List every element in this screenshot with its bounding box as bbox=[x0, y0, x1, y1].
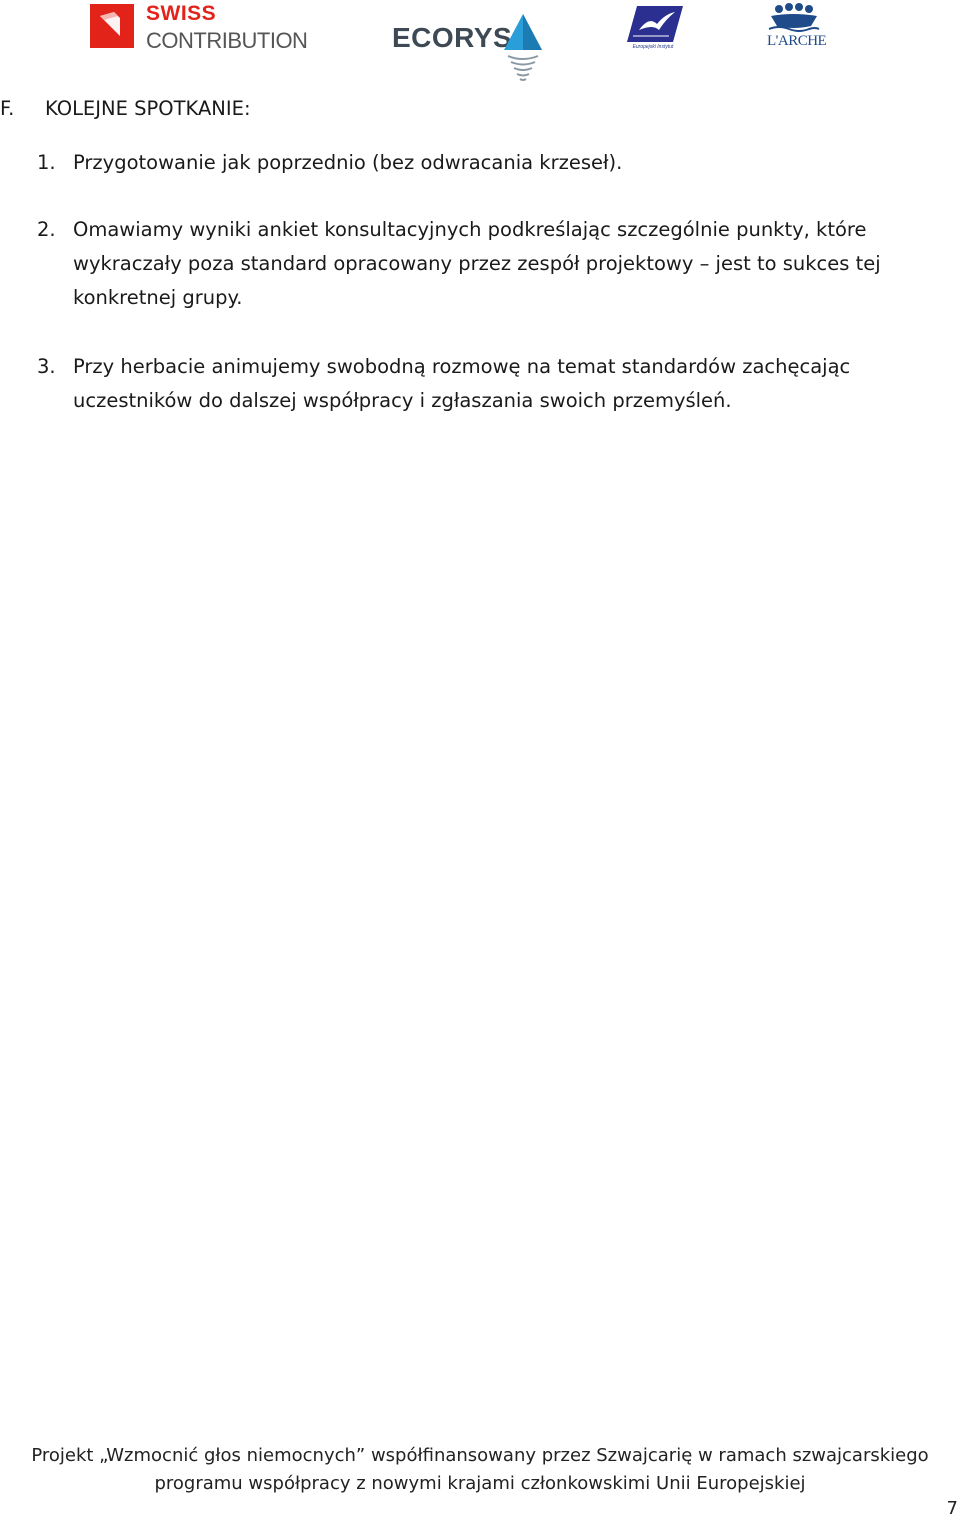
page-header bbox=[0, 0, 960, 90]
ecorys-triangle-icon bbox=[502, 12, 544, 84]
list-item-number: 3. bbox=[37, 355, 56, 378]
list-item-text: Przy herbacie animujemy swobodną rozmowę na temat standardów zachęcając uczestników do dalszej współpracy i zgłaszania swoich przemyśleń. bbox=[73, 355, 851, 412]
footer-line-1: Projekt „Wzmocnić głos niemocnych” współfinansowany przez Szwajcarię w ramach szwajcarskiego bbox=[31, 1445, 929, 1466]
ark-icon bbox=[765, 2, 821, 34]
page-footer bbox=[0, 1442, 960, 1498]
larche-logo bbox=[765, 2, 825, 52]
section-title: KOLEJNE SPOTKANIE: bbox=[45, 97, 251, 120]
ecorys-logo bbox=[390, 12, 550, 86]
swiss-logo-line2: CONTRIBUTION bbox=[146, 28, 308, 53]
list-item-number: 1. bbox=[37, 151, 56, 174]
bird-icon bbox=[625, 4, 685, 44]
footer-line-2: programu współpracy z nowymi krajami członkowskimi Unii Europejskiej bbox=[154, 1473, 806, 1494]
swiss-logo-line1: SWISS bbox=[146, 2, 217, 25]
page-number: 7 bbox=[946, 1498, 958, 1519]
section-letter: F. bbox=[0, 97, 15, 120]
list-item-number: 2. bbox=[37, 218, 56, 241]
bird-organization-logo bbox=[625, 4, 687, 52]
ecorys-logo-word: ECORYS bbox=[392, 22, 513, 53]
list-item-text: Przygotowanie jak poprzednio (bez odwracania krzeseł). bbox=[73, 151, 623, 174]
swiss-contribution-logo bbox=[90, 4, 310, 52]
larche-logo-word: L'ARCHE bbox=[767, 33, 827, 49]
list-item-text: Omawiamy wyniki ankiet konsultacyjnych podkreślając szczególnie punkty, które wykraczały poza standard opracowany przez zespół projektowy – jest to sukces tej konkretnej grupy. bbox=[73, 218, 881, 309]
swiss-flag-icon bbox=[90, 4, 134, 48]
bird-logo-caption: Europejski Instytut bbox=[632, 44, 674, 50]
